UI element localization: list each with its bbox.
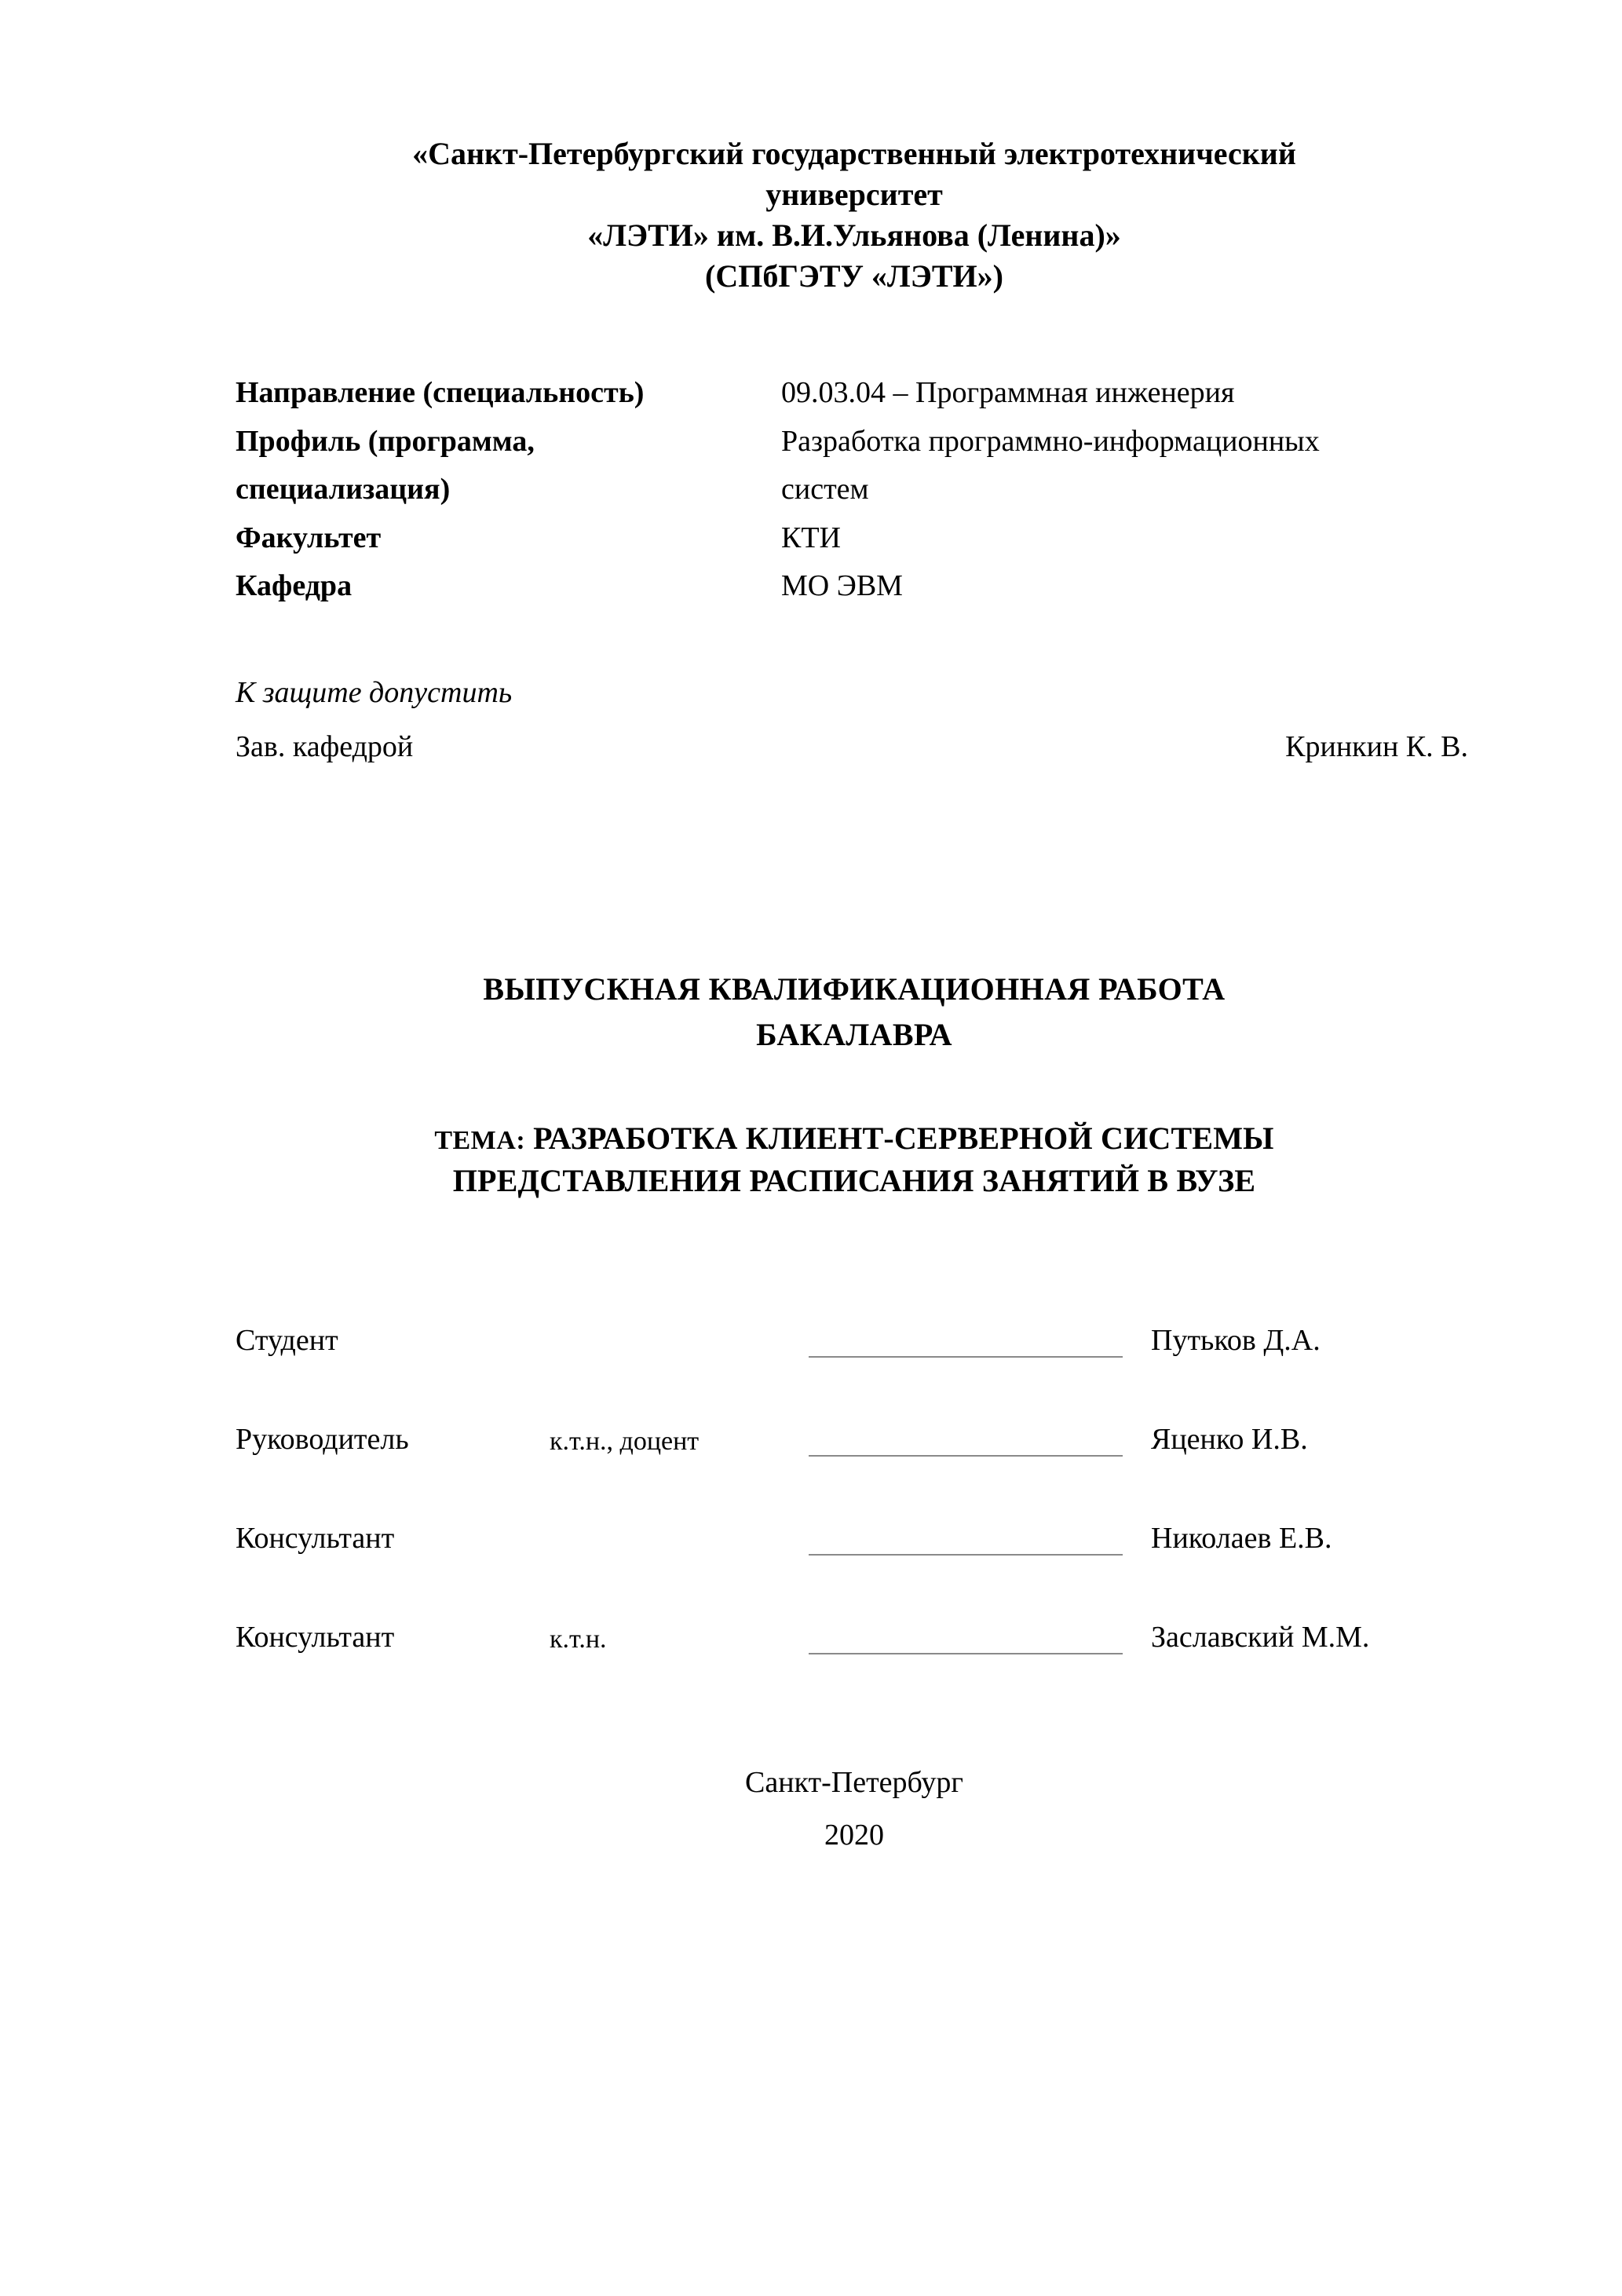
university-line-2: университет (765, 177, 943, 212)
detail-row-direction (236, 369, 1429, 418)
approval-block (236, 669, 1468, 771)
signature-line-supervisor[interactable] (809, 1419, 1123, 1457)
detail-row-profile-1 (236, 418, 1429, 466)
footer-year: 2020 (824, 1818, 884, 1852)
detail-value-department: МО ЭВМ (781, 569, 903, 603)
work-theme (273, 1117, 1435, 1202)
work-type-line-1: ВЫПУСКНАЯ КВАЛИФИКАЦИОННАЯ РАБОТА (483, 971, 1226, 1007)
theme-line-1: РАЗРАБОТКА КЛИЕНТ-СЕРВЕРНОЙ СИСТЕМЫ (533, 1121, 1274, 1157)
signature-degree-consultant-2: к.т.н. (550, 1625, 607, 1654)
university-line-1: «Санкт-Петербургский государственный электротехнический (412, 136, 1296, 171)
document-footer (273, 1757, 1435, 1861)
signature-row-consultant-2 (236, 1617, 1476, 1654)
signature-row-student (236, 1320, 1476, 1358)
approval-role: Зав. кафедрой (236, 729, 414, 763)
approval-row (236, 723, 1468, 771)
signature-name-consultant-2: Заславский М.М. (1151, 1621, 1370, 1654)
signature-line-consultant-2[interactable] (809, 1617, 1123, 1654)
university-line-3: «ЛЭТИ» им. В.И.Ульянова (Ленина)» (587, 218, 1121, 253)
detail-label-profile-2: специализация) (236, 473, 451, 506)
theme-line-2: ПРЕДСТАВЛЕНИЯ РАСПИСАНИЯ ЗАНЯТИЙ В ВУЗЕ (452, 1163, 1256, 1199)
signature-name-student: Путьков Д.А. (1151, 1324, 1321, 1358)
approval-name: Кринкин К. В. (1285, 729, 1468, 763)
detail-label-department: Кафедра (236, 569, 353, 603)
signature-role-consultant-1: Консультант (236, 1522, 395, 1556)
work-type-line-2: БАКАЛАВРА (756, 1017, 952, 1053)
signature-line-consultant-1[interactable] (809, 1518, 1123, 1556)
program-details (236, 369, 1429, 611)
university-header (293, 133, 1416, 297)
detail-label-faculty: Факультет (236, 521, 382, 554)
detail-value-direction: 09.03.04 – Программная инженерия (781, 376, 1235, 409)
work-theme-first-line (273, 1117, 1435, 1160)
detail-value-profile-1: Разработка программно-информационных (781, 424, 1320, 458)
theme-label: ТЕМА: (434, 1126, 526, 1156)
detail-value-profile-2: систем (781, 473, 869, 506)
approval-note: К защите допустить (236, 675, 513, 709)
detail-row-department (236, 562, 1429, 611)
detail-row-profile-2 (236, 466, 1429, 514)
signature-role-consultant-2: Консультант (236, 1621, 395, 1654)
detail-value-faculty: КТИ (781, 521, 841, 554)
detail-label-direction: Направление (специальность) (236, 376, 645, 409)
signature-name-consultant-1: Николаев Е.В. (1151, 1522, 1332, 1556)
signature-name-supervisor: Яценко И.В. (1151, 1423, 1308, 1457)
signature-role-student: Студент (236, 1324, 338, 1358)
signature-line-student[interactable] (809, 1320, 1123, 1358)
signature-table (236, 1320, 1476, 1654)
signature-role-supervisor: Руководитель (236, 1423, 409, 1457)
signature-row-supervisor (236, 1419, 1476, 1457)
detail-label-profile-1: Профиль (программа, (236, 424, 535, 458)
university-line-4: (СПбГЭТУ «ЛЭТИ») (705, 258, 1003, 294)
footer-city: Санкт-Петербург (744, 1766, 964, 1800)
work-type (273, 967, 1435, 1058)
signature-degree-supervisor: к.т.н., доцент (550, 1427, 700, 1457)
detail-row-faculty (236, 514, 1429, 563)
signature-row-consultant-1 (236, 1518, 1476, 1556)
